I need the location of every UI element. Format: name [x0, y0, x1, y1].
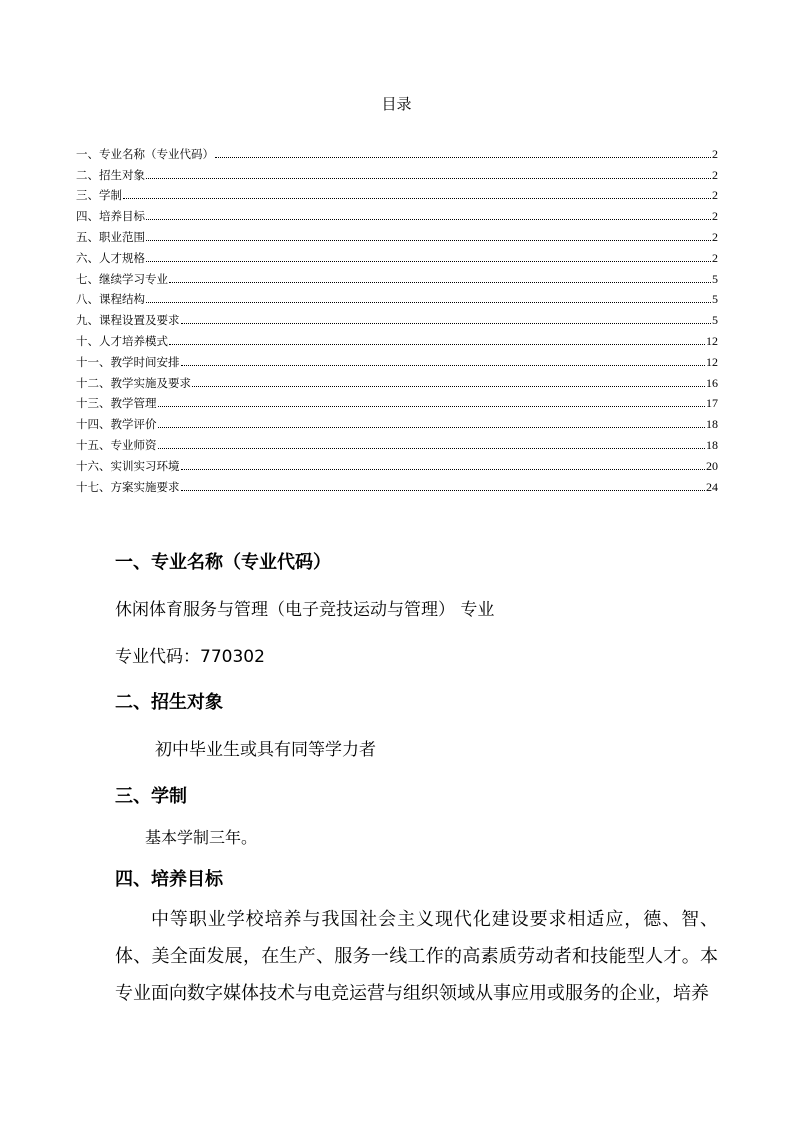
toc-entry[interactable] — [76, 265, 718, 286]
toc-dot-leader — [169, 343, 705, 345]
toc-dot-leader — [158, 405, 706, 407]
toc-dot-leader — [123, 197, 711, 199]
toc-dot-leader — [169, 281, 711, 283]
toc-entry-label: 十五、专业师资 — [76, 437, 157, 452]
toc-entry-page: 17 — [706, 396, 718, 411]
toc-entry-label: 十二、教学实施及要求 — [76, 375, 191, 390]
toc-entry[interactable] — [76, 286, 718, 307]
toc-entry[interactable] — [76, 223, 718, 244]
toc-entry[interactable] — [76, 161, 718, 182]
toc-entry-page: 12 — [706, 354, 718, 369]
toc-entry-label: 七、继续学习专业 — [76, 271, 168, 286]
toc-entry-label: 十一、教学时间安排 — [76, 354, 180, 369]
toc-dot-leader — [181, 322, 712, 324]
toc-dot-leader — [146, 239, 711, 241]
toc-dot-leader — [158, 447, 706, 449]
toc-dot-leader — [146, 301, 711, 303]
toc-entry-page: 20 — [706, 458, 718, 473]
toc-entry-page: 2 — [712, 188, 718, 203]
toc-entry-page: 18 — [706, 417, 718, 432]
toc-entry[interactable] — [76, 140, 718, 161]
section-heading-4: 四、培养目标 — [115, 869, 223, 890]
toc-entry[interactable] — [76, 452, 718, 473]
enrollment-text: 初中毕业生或具有同等学力者 — [155, 740, 376, 760]
toc-entry[interactable] — [76, 348, 718, 369]
section-heading-1: 一、专业名称（专业代码） — [115, 552, 331, 573]
toc-entry[interactable] — [76, 306, 718, 327]
toc-entry-label: 二、招生对象 — [76, 167, 145, 182]
toc-entry-label: 十四、教学评价 — [76, 417, 157, 432]
toc-entry-label: 十、人才培养模式 — [76, 333, 168, 348]
toc-dot-leader — [146, 218, 711, 220]
major-name-text: 休闲体育服务与管理（电子竞技运动与管理） 专业 — [115, 600, 495, 620]
toc-entry-label: 十七、方案实施要求 — [76, 479, 180, 494]
toc-entry-label: 四、培养目标 — [76, 209, 145, 224]
toc-entry[interactable] — [76, 327, 718, 348]
toc-dot-leader — [158, 426, 706, 428]
toc-entry-page: 2 — [712, 146, 718, 161]
toc-entry-page: 2 — [712, 167, 718, 182]
toc-entry-page: 5 — [712, 271, 718, 286]
section-heading-2: 二、招生对象 — [115, 692, 223, 713]
toc-entry-page: 5 — [712, 292, 718, 307]
toc-dot-leader — [192, 385, 705, 387]
table-of-contents — [76, 140, 718, 494]
toc-entry-page: 12 — [706, 333, 718, 348]
toc-entry-label: 三、学制 — [76, 188, 122, 203]
toc-entry[interactable] — [76, 202, 718, 223]
training-goal-paragraph: 中等职业学校培养与我国社会主义现代化建设要求相适应，德、智、体、美全面发展，在生产、服务一线工作的高素质劳动者和技能型人才。本专业面向数字媒体技术与电竞运营与组织领域从事应用或服务的企业，培养 — [115, 909, 718, 1004]
toc-dot-leader — [146, 260, 711, 262]
toc-entry[interactable] — [76, 473, 718, 494]
toc-entry-page: 2 — [712, 250, 718, 265]
toc-dot-leader — [215, 156, 711, 158]
duration-text: 基本学制三年。 — [145, 828, 258, 847]
toc-dot-leader — [181, 364, 706, 366]
toc-entry-page: 2 — [712, 229, 718, 244]
toc-entry[interactable] — [76, 410, 718, 431]
toc-entry-label: 十三、教学管理 — [76, 396, 157, 411]
toc-entry-page: 2 — [712, 209, 718, 224]
toc-entry[interactable] — [76, 390, 718, 411]
toc-entry-label: 一、专业名称（专业代码） — [76, 146, 214, 161]
toc-entry[interactable] — [76, 182, 718, 203]
toc-entry[interactable] — [76, 431, 718, 452]
toc-dot-leader — [181, 489, 706, 491]
toc-entry-label: 八、课程结构 — [76, 292, 145, 307]
toc-entry-label: 九、课程设置及要求 — [76, 313, 180, 328]
toc-entry-label: 十六、实训实习环境 — [76, 458, 180, 473]
major-code-text: 专业代码：770302 — [115, 647, 265, 667]
toc-entry-page: 16 — [706, 375, 718, 390]
toc-dot-leader — [146, 177, 711, 179]
toc-entry-page: 5 — [712, 313, 718, 328]
toc-entry[interactable] — [76, 369, 718, 390]
toc-entry-page: 18 — [706, 437, 718, 452]
toc-title: 目录 — [381, 95, 412, 113]
toc-entry-page: 24 — [706, 479, 718, 494]
section-heading-3: 三、学制 — [115, 786, 187, 807]
toc-entry-label: 六、人才规格 — [76, 250, 145, 265]
toc-dot-leader — [181, 468, 706, 470]
toc-entry-label: 五、职业范围 — [76, 229, 145, 244]
toc-entry[interactable] — [76, 244, 718, 265]
